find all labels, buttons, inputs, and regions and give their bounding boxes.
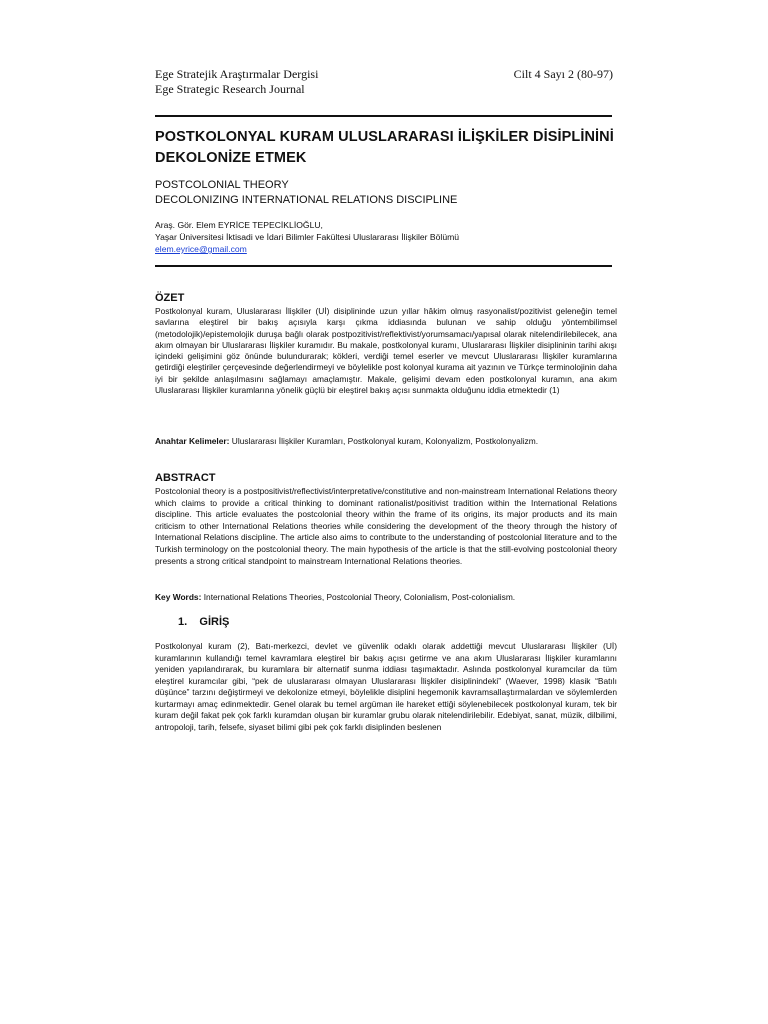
journal-title-en: Ege Strategic Research Journal: [155, 82, 305, 96]
giris-heading: 1. GİRİŞ: [178, 616, 230, 628]
journal-title-tr: Ege Stratejik Araştırmalar Dergisi: [155, 67, 319, 81]
keywords-en-values: International Relations Theories, Postcolonial Theory, Colonialism, Post-colonialism.: [201, 592, 516, 602]
article-title-line2: DEKOLONİZE ETMEK: [155, 150, 307, 166]
giris-paragraph: Postkolonyal kuram (2), Batı-merkezci, devlet ve güvenlik odaklı olarak addettiği mevcut Uluslararası İlişkiler (Uİ) kuramlarının kullandığı temel kavramlara eleştirel bir bakış açısı getirme ve ana akım Uluslararası İlişkiler kuramlarını yeniden yapılandırarak, bu kuramlara bir alternatif sunma iddiası taşımaktadır. Aslında postkolonyal kuramcılar da tüm eleştirel kuramcılar gibi, “pek de uluslararası olmayan Uluslararası İlişkiler disiplinindeki” (Waever, 1998) klasik “Batılı düşünce” tarzını değiştirmeyi ve dekolonize etmeyi, böylelikle disiplini hegemonik kavramsallaştırmalardan ve söylemlerden kurtarmayı amaç edinmektedir. Genel olarak bu temel argüman ile hareket ettiği söylenebilecek postkolonyal kuram, tek bir kuram değil fakat pek çok farklı kuramdan oluşan bir kuramlar grubu olarak nitelendirilebilir. Edebiyat, sanat, müzik, dilbilimi, antropoloji, tarih, felsefe, siyaset bilimi gibi pek çok farklı disiplinden beslenen: [155, 641, 617, 732]
english-title-line2: DECOLONIZING INTERNATIONAL RELATIONS DISCIPLINE: [155, 194, 458, 206]
english-title: [155, 178, 615, 208]
keywords-tr: [155, 436, 617, 447]
article-title-line1: POSTKOLONYAL KURAM ULUSLARARASI İLİŞKİLER DİSİPLİNİNİ: [155, 129, 614, 145]
english-title-line1: POSTCOLONIAL THEORY: [155, 179, 289, 191]
abstract-paragraph: Postcolonial theory is a postpositivist/reflectivist/interpretative/constitutive and non-mainstream International Relations theory which claims to provide a critical thinking to dominant rationalist/positivist tradition within the International Relations discipline. This article evaluates the postcolonial theory within the frame of its origins, its major products and its main criticism to other International Relations theories while considering the development of the theory through the history of International Relations discipline. The article also aims to contribute to the understanding of postcolonial literature and to the Turkish terminology on the postcolonial theory. The main hypothesis of the article is that the still-evolving postcolonial theory presents a strong critical standpoint to mainstream International Relations theories.: [155, 486, 617, 566]
author-name: Araş. Gör. Elem EYRİCE TEPECİKLİOĞLU,: [155, 220, 323, 230]
ozet-heading: ÖZET: [155, 292, 185, 304]
article-title: [155, 127, 615, 169]
author-email-link[interactable]: elem.eyrice@gmail.com: [155, 244, 247, 254]
author-block: [155, 219, 615, 255]
abstract-heading: ABSTRACT: [155, 472, 216, 484]
ozet-paragraph: Postkolonyal kuram, Uluslararası İlişkiler (Uİ) disiplininde uzun yıllar hâkim olmuş rasyonalist/pozitivist geleneğin temel savlarına eleştirel bir bakış açısıyla karşı çıkma iddiasında bulunan ve sahip olduğu yöntembilimsel (metodolojik)/epistemolojik duruşa bağlı olarak postpozitivist/reflektivist/yorumsamacı/yapısal olarak nitelendirilebilecek, ana akım olmayan bir Uluslararası İlişkiler kuramıdır. Bu makale, postkolonyal kuramı, Uluslararası İlişkiler disiplininin tarihi akışı içindeki gelişimini göz önünde bulundurarak; kökleri, verdiği temel eserler ve mevcut Uluslararası İlişkiler kuramlarına getirdiği eleştiriler çerçevesinde değerlendirmeyi ve böylelikle post kolonyal kurama ait yazının ve Türkçe terminolojinin daha iyi bir şekilde anlaşılmasını sağlamayı amaçlamıştır. Makale, gelişimi devam eden postkolonyal kuramın, ana akım Uluslararası İlişkiler kuramlarına yönelik güçlü bir eleştirel bakış açısı sunmakta olduğunu iddia etmektedir (1): [155, 306, 617, 396]
keywords-en-label: Key Words:: [155, 592, 202, 602]
title-divider: [155, 265, 612, 267]
journal-header: [155, 67, 613, 97]
keywords-en: [155, 592, 617, 603]
keywords-tr-label: Anahtar Kelimeler:: [155, 436, 230, 446]
header-divider: [155, 115, 612, 117]
author-affiliation: Yaşar Üniversitesi İktisadi ve İdari Bilimler Fakültesi Uluslararası İlişkiler Bölümü: [155, 232, 460, 242]
keywords-tr-values: Uluslararası İlişkiler Kuramları, Postkolonyal kuram, Kolonyalizm, Postkolonyalizm.: [229, 436, 539, 446]
volume-info: Cilt 4 Sayı 2 (80-97): [513, 67, 613, 81]
